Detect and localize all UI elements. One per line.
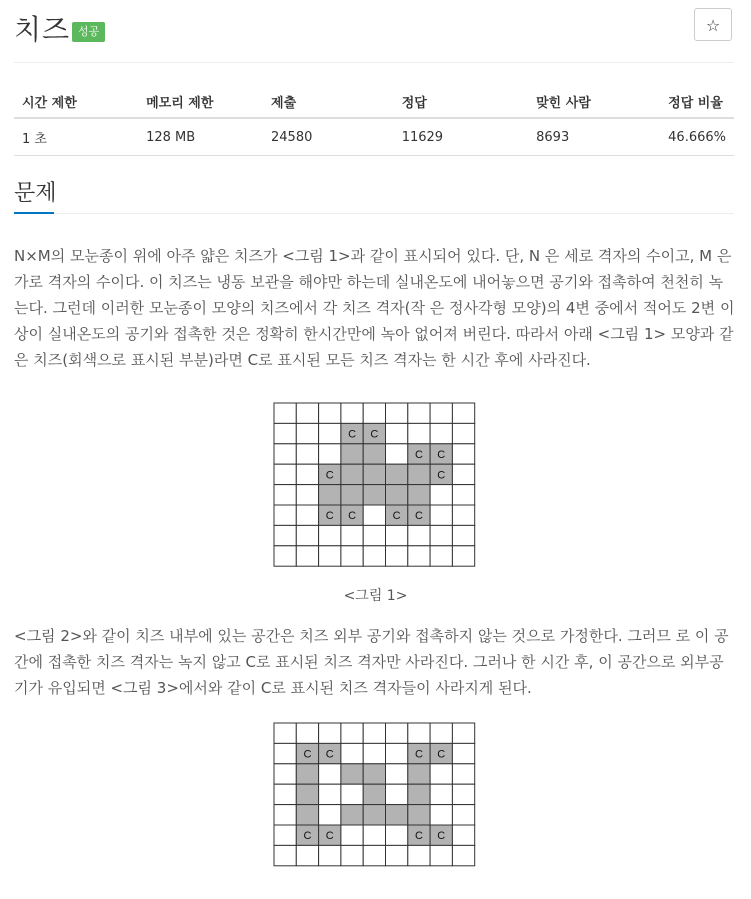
- empty-cell: [274, 825, 296, 845]
- cheese-cell: [363, 485, 385, 505]
- figure-2-grid: [273, 722, 476, 888]
- figure-1-grid: [273, 402, 476, 568]
- empty-cell: [452, 805, 474, 825]
- empty-cell: [274, 403, 296, 423]
- empty-cell: [319, 723, 341, 743]
- empty-cell: [296, 546, 318, 566]
- problem-paragraph-1: N×M의 모눈종이 위에 아주 얇은 치즈가 <그림 1>과 같이 표시되어 있다. 단, N 은 세로 격자의 수이고, M 은 가로 격자의 수이다. 이 치즈는 냉동 보관을 해야만 하는데 실내온도에 내어놓으면 공기와 접촉하여 천천히 녹는다. 그런데 이러한 모눈종이 모양의 치즈에서 각 치즈 격자(작 은 정사각형 모양)의 4변 중에서 적어도 2변 이상이 실내온도의 공기와 접촉한 것은 정확히 한시간만에 녹아 없어져 버린다. 따라서 아래 <그림 1> 모양과 같은 치즈(회색으로 표시된 부분)라면 C로 표시된 모든 치즈 격자는 한 시간 후에 사라진다.: [14, 247, 735, 369]
- empty-cell: [341, 845, 363, 865]
- header-accepted: 정답: [394, 85, 528, 118]
- empty-cell: [274, 805, 296, 825]
- empty-cell: [408, 525, 430, 545]
- melt-mark-label: C: [348, 510, 357, 523]
- empty-cell: [341, 825, 363, 845]
- header-solvers: 맞힌 사람: [528, 85, 660, 118]
- empty-cell: [341, 546, 363, 566]
- empty-cell: [430, 723, 452, 743]
- cheese-cell: [363, 805, 385, 825]
- cheese-cell: [386, 805, 408, 825]
- empty-cell: [319, 403, 341, 423]
- favorite-star-button[interactable]: [694, 8, 732, 41]
- melt-mark-label: C: [437, 469, 446, 482]
- empty-cell: [452, 505, 474, 525]
- empty-cell: [430, 505, 452, 525]
- melt-mark-label: C: [414, 830, 423, 843]
- value-memory-limit: 128 MB: [138, 118, 263, 156]
- empty-cell: [430, 784, 452, 804]
- empty-cell: [430, 845, 452, 865]
- empty-cell: [452, 464, 474, 484]
- star-icon: ☆: [705, 16, 721, 35]
- cheese-cell: [341, 485, 363, 505]
- empty-cell: [296, 723, 318, 743]
- empty-cell: [452, 825, 474, 845]
- melt-mark-label: C: [303, 748, 312, 761]
- empty-cell: [363, 723, 385, 743]
- empty-cell: [452, 743, 474, 763]
- empty-cell: [274, 505, 296, 525]
- empty-cell: [386, 546, 408, 566]
- empty-cell: [430, 525, 452, 545]
- header-time-limit: 시간 제한: [14, 85, 138, 118]
- cheese-cell: [363, 444, 385, 464]
- melt-mark-label: C: [414, 748, 423, 761]
- empty-cell: [296, 423, 318, 443]
- empty-cell: [430, 805, 452, 825]
- melt-mark-label: C: [325, 830, 334, 843]
- empty-cell: [452, 546, 474, 566]
- empty-cell: [274, 743, 296, 763]
- empty-cell: [386, 444, 408, 464]
- cheese-cell: [363, 764, 385, 784]
- empty-cell: [430, 403, 452, 423]
- cheese-cell: [386, 485, 408, 505]
- header-memory-limit: 메모리 제한: [138, 85, 263, 118]
- melt-mark-label: C: [437, 449, 446, 461]
- header-submissions: 제출: [263, 85, 394, 118]
- empty-cell: [386, 784, 408, 804]
- empty-cell: [274, 764, 296, 784]
- cheese-cell: [408, 485, 430, 505]
- cheese-cell: [386, 464, 408, 484]
- empty-cell: [341, 403, 363, 423]
- section-divider: [14, 213, 734, 214]
- cheese-cell: [408, 764, 430, 784]
- empty-cell: [430, 485, 452, 505]
- cheese-cell: [296, 805, 318, 825]
- divider: [14, 62, 734, 63]
- empty-cell: [408, 423, 430, 443]
- empty-cell: [274, 444, 296, 464]
- problem-paragraph-2: <그림 2>와 같이 치즈 내부에 있는 공간은 치즈 외부 공기와 접촉하지 않는 것으로 가정한다. 그러므 로 이 공간에 접촉한 치즈 격자는 녹지 않고 C로 표시된 치즈 격자만 사라진다. 그러나 한 시간 후, 이 공간으로 외부공기가 유입되면 <그림 3>에서와 같이 C로 표시된 치즈 격자들이 사라지게 된다.: [14, 627, 729, 697]
- info-value-row: [14, 118, 734, 156]
- melt-mark-label: C: [303, 830, 312, 843]
- empty-cell: [274, 464, 296, 484]
- empty-cell: [319, 525, 341, 545]
- value-ratio: 46.666%: [660, 118, 734, 156]
- section-title-underline: [14, 212, 54, 214]
- empty-cell: [296, 485, 318, 505]
- value-time-limit: 1 초: [14, 118, 138, 156]
- melt-mark-label: C: [392, 510, 401, 523]
- empty-cell: [452, 525, 474, 545]
- empty-cell: [386, 845, 408, 865]
- empty-cell: [363, 505, 385, 525]
- empty-cell: [363, 546, 385, 566]
- empty-cell: [452, 784, 474, 804]
- empty-cell: [452, 403, 474, 423]
- cheese-cell: [341, 805, 363, 825]
- cheese-cell: [408, 464, 430, 484]
- empty-cell: [274, 525, 296, 545]
- cheese-cell: [341, 764, 363, 784]
- cheese-cell: [363, 464, 385, 484]
- empty-cell: [408, 546, 430, 566]
- empty-cell: [386, 825, 408, 845]
- empty-cell: [452, 723, 474, 743]
- empty-cell: [296, 505, 318, 525]
- empty-cell: [319, 444, 341, 464]
- empty-cell: [319, 764, 341, 784]
- status-badge: 성공: [72, 22, 105, 42]
- melt-mark-label: C: [437, 748, 446, 761]
- empty-cell: [296, 444, 318, 464]
- empty-cell: [274, 423, 296, 443]
- empty-cell: [386, 423, 408, 443]
- empty-cell: [363, 825, 385, 845]
- empty-cell: [341, 723, 363, 743]
- empty-cell: [296, 464, 318, 484]
- empty-cell: [386, 723, 408, 743]
- cheese-cell: [363, 784, 385, 804]
- value-solvers: 8693: [528, 118, 660, 156]
- empty-cell: [319, 546, 341, 566]
- empty-cell: [430, 764, 452, 784]
- empty-cell: [319, 423, 341, 443]
- melt-mark-label: C: [348, 428, 357, 441]
- cheese-cell: [296, 784, 318, 804]
- value-accepted: 11629: [394, 118, 528, 156]
- melt-mark-label: C: [325, 510, 334, 523]
- empty-cell: [386, 525, 408, 545]
- empty-cell: [341, 525, 363, 545]
- cheese-cell: [319, 485, 341, 505]
- melt-mark-label: C: [414, 510, 423, 523]
- empty-cell: [363, 845, 385, 865]
- melt-mark-label: C: [325, 469, 334, 482]
- empty-cell: [408, 845, 430, 865]
- melt-mark-label: C: [414, 449, 423, 461]
- empty-cell: [296, 525, 318, 545]
- empty-cell: [386, 764, 408, 784]
- melt-mark-label: C: [370, 428, 379, 441]
- empty-cell: [274, 723, 296, 743]
- empty-cell: [274, 845, 296, 865]
- empty-cell: [430, 423, 452, 443]
- header-ratio: 정답 비율: [660, 85, 734, 118]
- figure-1-caption: <그림 1>: [343, 588, 408, 604]
- cheese-cell: [296, 764, 318, 784]
- empty-cell: [408, 403, 430, 423]
- cheese-cell: [408, 805, 430, 825]
- empty-cell: [408, 723, 430, 743]
- cheese-cell: [408, 784, 430, 804]
- cheese-cell: [341, 444, 363, 464]
- empty-cell: [274, 784, 296, 804]
- empty-cell: [452, 764, 474, 784]
- problem-title: 치즈: [14, 13, 71, 46]
- cheese-cell: [341, 464, 363, 484]
- empty-cell: [386, 743, 408, 763]
- empty-cell: [296, 403, 318, 423]
- empty-cell: [319, 805, 341, 825]
- empty-cell: [296, 845, 318, 865]
- melt-mark-label: C: [437, 830, 446, 843]
- empty-cell: [341, 784, 363, 804]
- empty-cell: [274, 546, 296, 566]
- empty-cell: [363, 743, 385, 763]
- empty-cell: [452, 845, 474, 865]
- empty-cell: [274, 485, 296, 505]
- empty-cell: [363, 525, 385, 545]
- section-title: 문제: [14, 181, 57, 206]
- empty-cell: [319, 784, 341, 804]
- melt-mark-label: C: [325, 748, 334, 761]
- empty-cell: [363, 403, 385, 423]
- empty-cell: [319, 845, 341, 865]
- empty-cell: [386, 403, 408, 423]
- value-submissions[interactable]: 24580: [263, 118, 394, 156]
- empty-cell: [430, 546, 452, 566]
- empty-cell: [452, 444, 474, 464]
- empty-cell: [452, 485, 474, 505]
- problem-info-table: [14, 85, 734, 156]
- info-header-row: [14, 85, 734, 118]
- empty-cell: [341, 743, 363, 763]
- empty-cell: [452, 423, 474, 443]
